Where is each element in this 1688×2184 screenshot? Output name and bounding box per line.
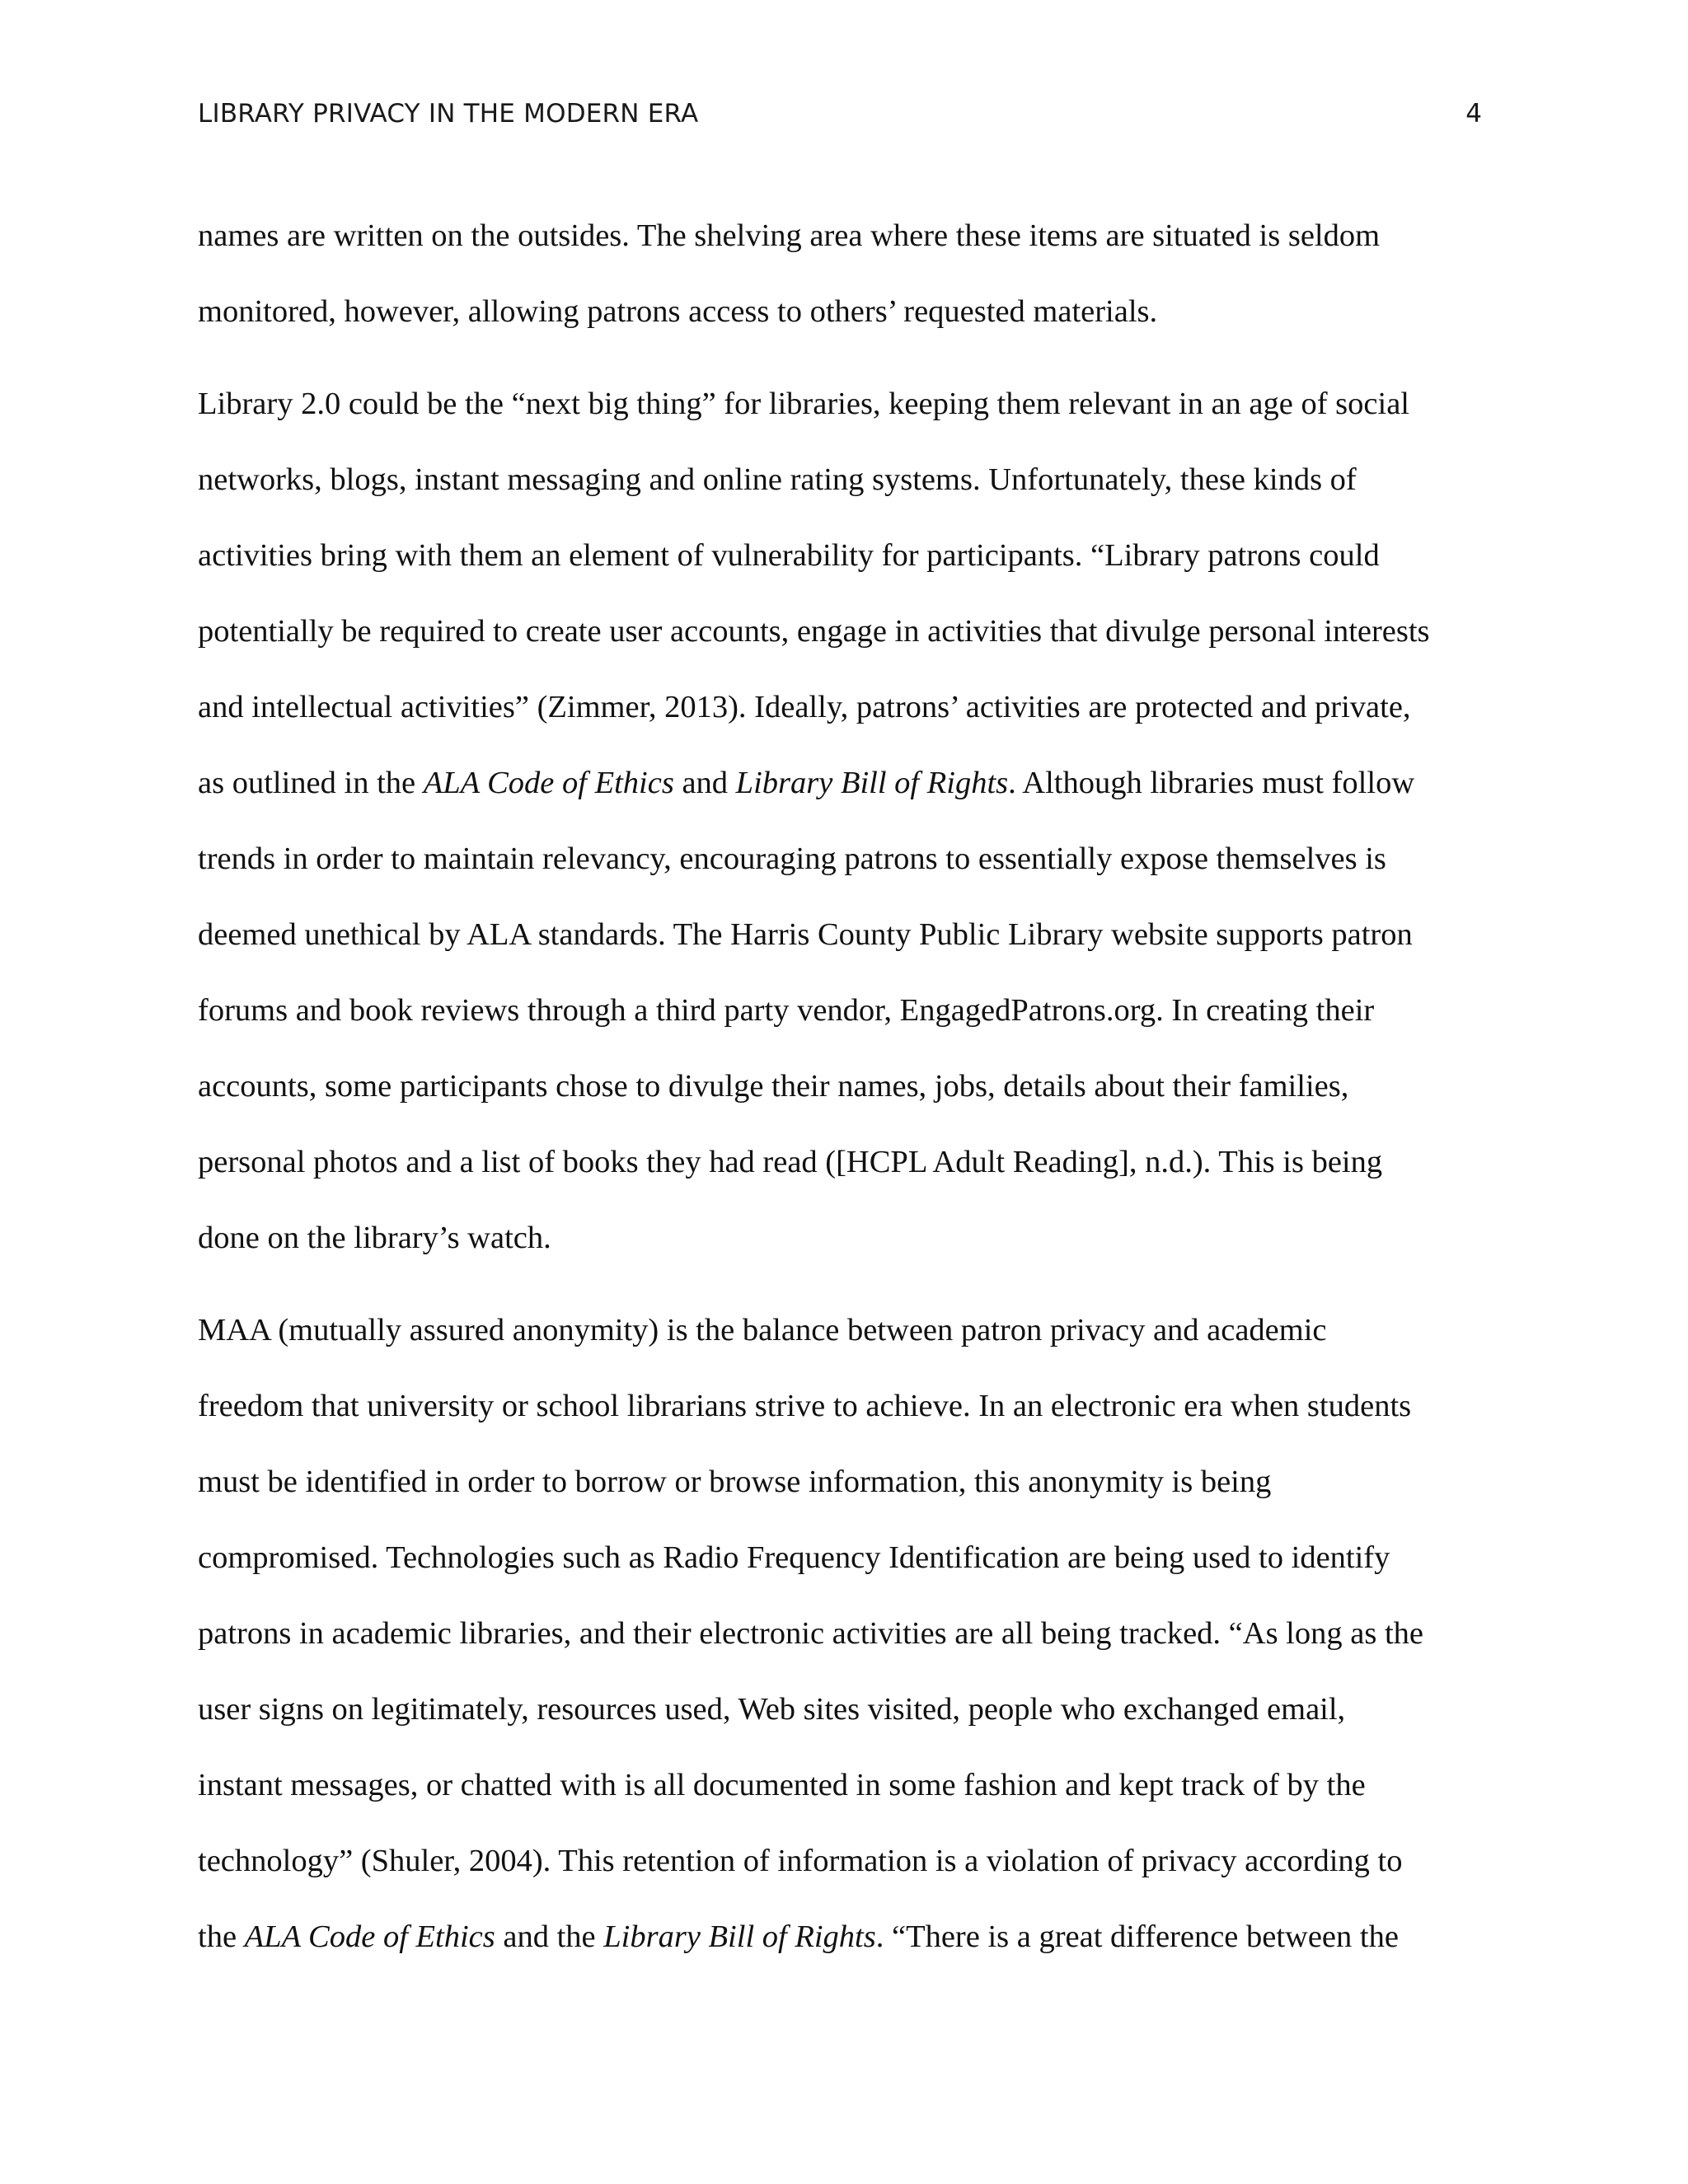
running-head: LIBRARY PRIVACY IN THE MODERN ERA: [198, 99, 699, 129]
text-line: names are written on the outsides. The shelving area where these items are situated is seldom: [198, 218, 1381, 253]
text-line: as outlined in the: [198, 766, 424, 800]
text-line: user signs on legitimately, resources used, Web sites visited, people who exchanged email,: [198, 1692, 1346, 1727]
text-line: and intellectual activities” (Zimmer, 2013). Ideally, patrons’ activities are protected and private,: [198, 690, 1411, 724]
text-line: must be identified in order to borrow or browse information, this anonymity is being: [198, 1465, 1272, 1499]
italic-title: Library Bill of Rights: [603, 1919, 876, 1954]
text-fragment: the: [198, 1919, 245, 1954]
text-line: personal photos and a list of books they had read ([HCPL Adult Reading], n.d.). This is being: [198, 1145, 1383, 1179]
paragraph-2: [198, 366, 1484, 1276]
text-line: accounts, some participants chose to divulge their names, jobs, details about their families,: [198, 1069, 1349, 1104]
paragraph-1: [198, 198, 1484, 349]
text-line: deemed unethical by ALA standards. The Harris County Public Library website supports patron: [198, 917, 1413, 952]
text-line: patrons in academic libraries, and their electronic activities are all being tracked. “As long as the: [198, 1616, 1423, 1651]
text-line: activities bring with them an element of vulnerability for participants. “Library patrons could: [198, 538, 1380, 573]
text-line: MAA (mutually assured anonymity) is the balance between patron privacy and academic: [198, 1313, 1327, 1347]
text-line: potentially be required to create user accounts, engage in activities that divulge personal interests: [198, 614, 1430, 649]
text-line: forums and book reviews through a third party vendor, EngagedPatrons.org. In creating their: [198, 993, 1375, 1028]
italic-title: ALA Code of Ethics: [423, 766, 674, 800]
text-line: Library 2.0 could be the “next big thing” for libraries, keeping them relevant in an age of social: [198, 387, 1409, 421]
text-line: monitored, however, allowing patrons access to others’ requested materials.: [198, 294, 1158, 329]
italic-title: ALA Code of Ethics: [244, 1919, 495, 1954]
paragraph-3: [198, 1292, 1484, 1975]
text-line: instant messages, or chatted with is all documented in some fashion and kept track of by the: [198, 1768, 1366, 1802]
text-line: trends in order to maintain relevancy, encouraging patrons to essentially expose themselves is: [198, 841, 1386, 876]
italic-title: Library Bill of Rights: [735, 766, 1009, 800]
page-number: 4: [1465, 99, 1482, 129]
text-fragment: . “There is a great difference between the: [875, 1919, 1399, 1954]
text-line: freedom that university or school librarians strive to achieve. In an electronic era when students: [198, 1389, 1412, 1423]
text-line: technology” (Shuler, 2004). This retention of information is a violation of privacy according to: [198, 1844, 1403, 1878]
text-line: networks, blogs, instant messaging and online rating systems. Unfortunately, these kinds of: [198, 462, 1357, 497]
text-line: done on the library’s watch.: [198, 1221, 551, 1255]
text-line: compromised. Technologies such as Radio Frequency Identification are being used to identify: [198, 1540, 1390, 1575]
body-text: [198, 198, 1484, 1991]
text-fragment: and: [673, 766, 736, 800]
text-fragment: and the: [495, 1919, 604, 1954]
text-fragment: . Although libraries must follow: [1008, 766, 1415, 800]
